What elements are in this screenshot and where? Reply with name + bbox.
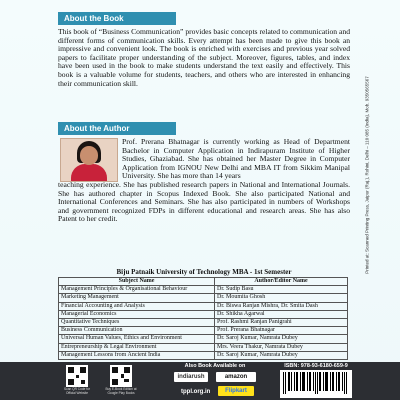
- qr-code-website-icon[interactable]: [66, 365, 88, 387]
- about-author-text: Prof. Prerana Bhatnagar is currently working as Head of Department Bachelor in Computer Application in Indirapuram Institute of Higher Studies, Ghaziabad. She has obtained her Master Degree in Computer Application from IGNOU New Delhi and MBA IT from Sikkim Manipal University. She has more than 14 years: [122, 137, 350, 181]
- barcode-icon: [280, 370, 352, 398]
- table-row: Quantitative Techniques Prof. Rashmi Ranjan Panigrahi: [59, 319, 348, 327]
- qr-ebook-caption: Buy E-Book Edition at Google Play Books: [105, 387, 137, 395]
- isbn-number: ISBN: 978-93-6180-659-9: [284, 363, 348, 369]
- table-row: Managerial Economics Dr. Shikha Agarwal: [59, 310, 348, 318]
- table-row: Business Communication Prof. Prerana Bhatnagar: [59, 327, 348, 335]
- table-caption: Biju Patnaik University of Technology MBA - 1st Semester: [116, 268, 292, 276]
- available-on-label: Also Book Available on: [184, 363, 246, 369]
- qr-code-ebook-icon[interactable]: [110, 365, 132, 387]
- website-url[interactable]: tppl.org.in: [181, 389, 211, 395]
- about-author-heading: About the Author: [58, 122, 176, 135]
- about-author-text-continued: teaching experience. She has published research papers in National and International Journals. She has authored chapter in Scopus Indexed Book. She also participated National and International Conferences and Seminars. She has also participated in numbers of Workshops and government recognized FDPs in different educational and research areas. She has also Patent to her credit.: [58, 180, 350, 224]
- amazon-logo[interactable]: amazon: [216, 372, 256, 382]
- indiarush-logo[interactable]: indiarush: [174, 372, 208, 382]
- table-row: Entrepreneurship & Legal Environment Mrs. Veera Thakur, Namrata Dubey: [59, 343, 348, 351]
- subject-author-table: [58, 277, 348, 360]
- table-row: Financial Accounting and Analysis Dr. Biswa Ranjan Mishra, Dr. Smita Dash: [59, 302, 348, 310]
- table-row: Marketing Management Dr. Moumita Ghosh: [59, 294, 348, 302]
- printer-info: Printed at: Scanned Printing Press, Jaipur (Raj.), Rohini, Delhi – 110 085 (India), Mob. 9350565567: [364, 76, 370, 274]
- table-row: Management Principles & Organisational Behaviour Dr. Sudip Basu: [59, 286, 348, 294]
- column-header-author: Author/Editor Name: [215, 278, 348, 286]
- column-header-subject: Subject Name: [59, 278, 215, 286]
- footer-bar: [0, 362, 400, 400]
- table-row: Management Lessons from Ancient India Dr. Saroj Kumar, Namrata Dubey: [59, 351, 348, 359]
- qr-website-caption: Scan QR Code for Official Website: [63, 387, 91, 395]
- about-book-text: This book of “Business Communication” provides basic concepts related to communication and different forms of communication skills. Every attempt has been made to give this book an impressive and convenient look. The book is enriched with exercises and previous year solved papers to facilitate proper understanding of the subject. Moreover, figures, tables, and index have been used in the book to make students understand the text easily and effectively. This book is a valuable volume for students, teachers, and others who are interested in enhancing their communication skill.: [58, 27, 350, 88]
- author-photo: [60, 138, 118, 182]
- flipkart-logo[interactable]: Flipkart: [218, 386, 254, 396]
- about-book-heading: About the Book: [58, 12, 176, 25]
- table-row: Universal Human Values, Ethics and Environment Dr. Saroj Kumar, Namrata Dubey: [59, 335, 348, 343]
